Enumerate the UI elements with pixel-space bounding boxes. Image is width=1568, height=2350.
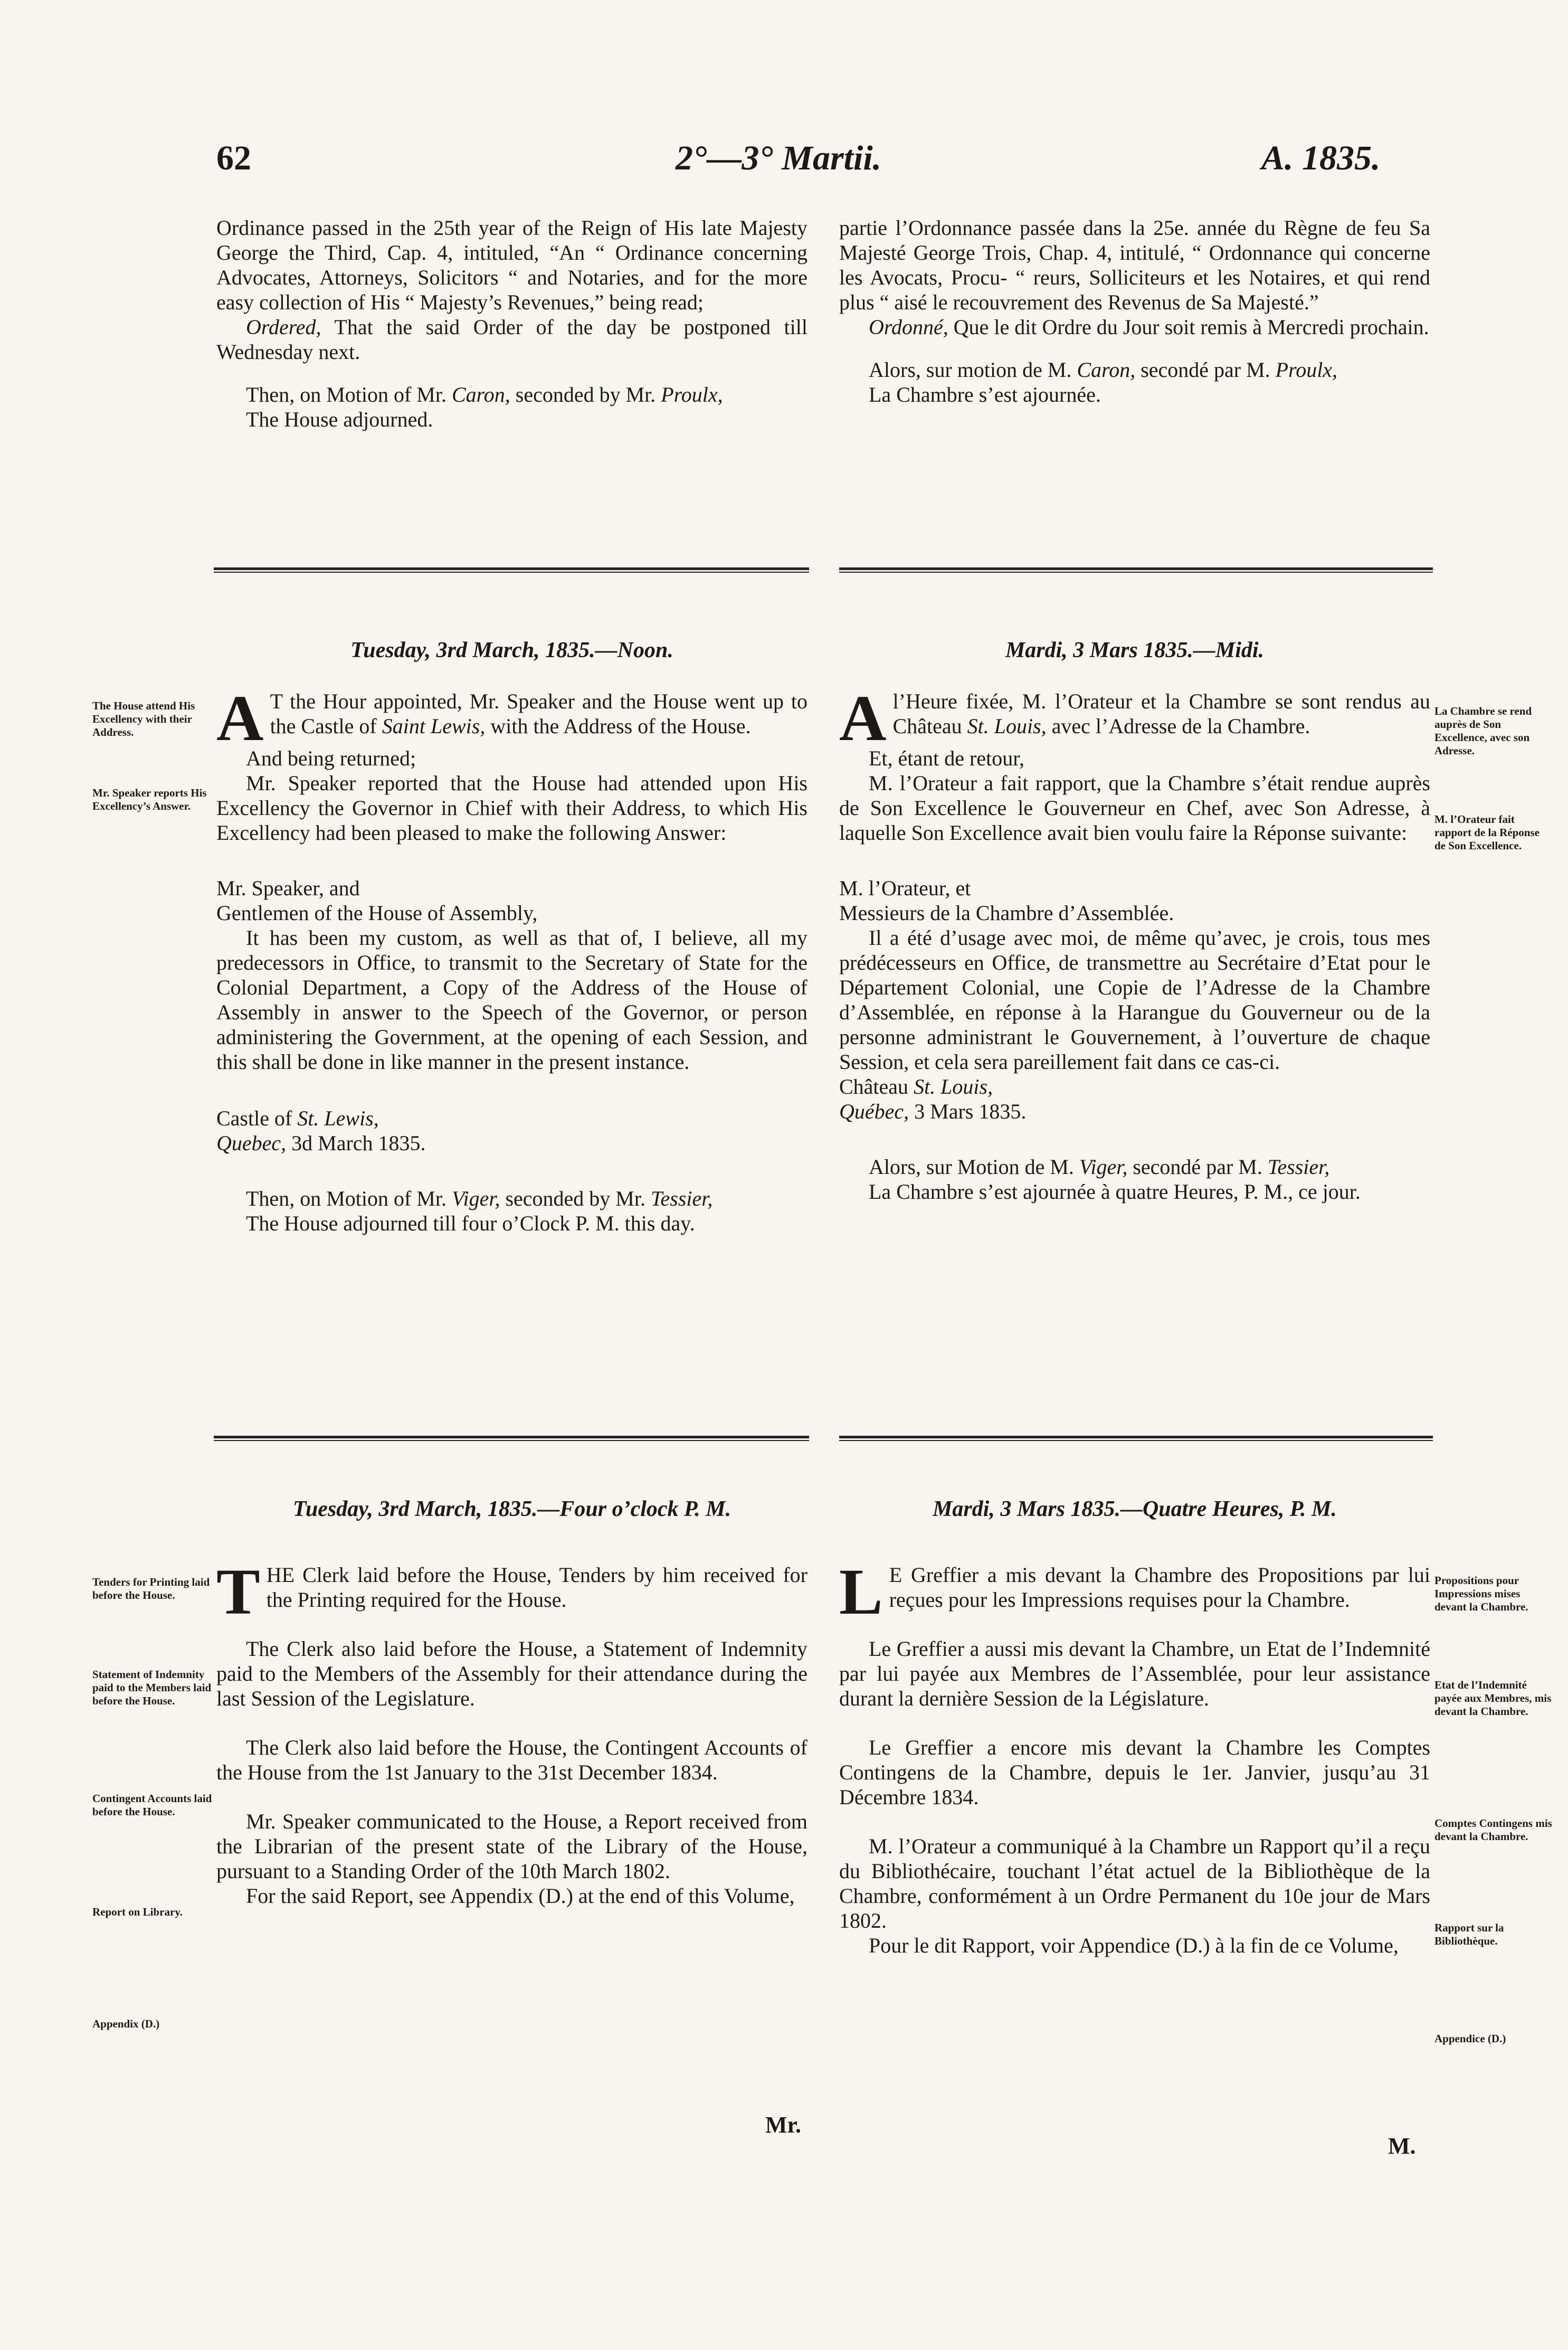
ordinance-text-en: Ordinance passed in the 25th year of the Reign of His late Majesty George the Third, Cap. 4, intituled, “An “ Ordinance concerning Advocates, Attorneys, Solicitors “ and Notaries, and for the more easy collection of His “ Majesty’s Revenues,” being read; — [216, 216, 807, 314]
ordered-label-en: Ordered, — [246, 315, 321, 339]
margin-note-statement-fr: Etat de l’Indemnité payée aux Membres, mis devant la Chambre. — [1434, 1679, 1552, 1718]
governor-answer-fr: Il a été d’usage avec moi, de même qu’avec, je crois, tous mes prédécesseurs en Office, de transmettre au Secrétaire d’Etat pour le Département Colonial, une Copie de l’Adresse de la Chambre d’Assemblée, en réponse à la Harangue du Gouverneur ou de la personne administrant le Gouvernement, à l’ouverture de chaque Session, et cela sera pareillement fait dans ce cas-ci. — [839, 926, 1430, 1074]
drop-cap-en: A — [216, 682, 264, 754]
ordered-label-fr: Ordonné, — [869, 315, 948, 339]
noon-p3-fr: M. l’Orateur a fait rapport, que la Chambre s’était rendue auprès de Son Excellence le Gouverneur en Chef, avec Son Adresse, à laquelle Son Excellence avait bien voulu faire la Réponse suivante: — [839, 771, 1430, 845]
drop-cap-pm-fr: L — [839, 1556, 883, 1628]
pm-tenders-en: HE Clerk laid before the House, Tenders by him received for the Printing required for the House. — [266, 1563, 807, 1612]
noon-p1-en: T the Hour appointed, Mr. Speaker and the House went up to the Castle of — [270, 689, 807, 738]
noon-french-column — [839, 682, 1430, 1204]
noon-p1b-fr: avec l’Adresse de la Chambre. — [1051, 714, 1310, 738]
signature-date-fr: 3 Mars 1835. — [914, 1100, 1027, 1123]
top-english-column — [216, 215, 807, 432]
pm-tenders-fr: E Greffier a mis devant la Chambre des Propositions par lui reçues pour les Impressions requises pour la Chambre. — [889, 1563, 1430, 1612]
noon-motion-mid-fr: secondé par M. — [1133, 1155, 1262, 1179]
section-rule-en-2 — [214, 1436, 809, 1441]
drop-cap-pm-en: T — [216, 1556, 260, 1628]
running-year: A. 1835. — [1261, 139, 1381, 177]
signature-castle-en: Castle of — [216, 1106, 292, 1130]
signature-city-fr: Québec, — [839, 1100, 909, 1123]
margin-note-tenders-en: Tenders for Printing laid before the House. — [92, 1576, 210, 1602]
margin-note-appendix-en: Appendix (D.) — [92, 2017, 160, 2030]
noon-adjourned-en: The House adjourned till four o’Clock P. M. this day. — [246, 1211, 695, 1235]
signature-place-fr: St. Louis, — [914, 1075, 993, 1098]
motion-pre-en: Then, on Motion of Mr. — [246, 383, 446, 406]
page-number: 62 — [216, 139, 251, 177]
noon-p1b-en: with the Address of the House. — [490, 714, 751, 738]
drop-cap-fr: A — [839, 682, 887, 754]
margin-note-contingent-en: Contingent Accounts laid before the House. — [92, 1792, 212, 1818]
pm-english-column — [216, 1556, 807, 1908]
pm-statement-en: The Clerk also laid before the House, a Statement of Indemnity paid to the Members of the Assembly for their attendance during the last Session of the Legislature. — [216, 1637, 807, 1710]
governor-answer-en: It has been my custom, as well as that of, I believe, all my predecessors in Office, to transmit to the Secretary of State for the Colonial Department, a Copy of the Address of the House of Assembly in answer to the Speech of the Governor, or person administering the Government, at the opening of each Session, and this shall be done in like manner in the present instance. — [216, 926, 807, 1074]
signature-place-en: St. Lewis, — [297, 1106, 379, 1130]
ordinance-text-fr: partie l’Ordonnance passée dans la 25e. année du Règne de feu Sa Majesté George Trois, Chap. 4, intitulé, “ Ordonnance qui concerne les Avocats, Procu- “ reurs, Solliciteurs et les Notaires, et qui rend plus “ aisé le recouvrement des Revenus de Sa Majesté.” — [839, 216, 1430, 314]
noon-p3-en: Mr. Speaker reported that the House had attended upon His Excellency the Governor in Chief with their Address, to which His Excellency had been pleased to make the following Answer: — [216, 771, 807, 845]
margin-note-attend-fr: La Chambre se rend auprès de Son Excellence, avec son Adresse. — [1434, 705, 1532, 757]
seconder-name-fr: Proulx, — [1275, 358, 1338, 382]
section-rule-fr-2 — [839, 1436, 1433, 1441]
signature-city-en: Quebec, — [216, 1131, 287, 1155]
noon-p1-fr: l’Heure fixée, M. l’Orateur et la Chambre se sont rendus au Château — [892, 689, 1430, 738]
motion-mid-fr: secondé par M. — [1141, 358, 1270, 382]
noon-motion-pre-fr: Alors, sur Motion de M. — [869, 1155, 1074, 1179]
pm-french-column — [839, 1556, 1430, 1958]
signature-date-en: 3d March 1835. — [291, 1131, 426, 1155]
margin-note-statement-en: Statement of Indemnity paid to the Members laid before the House. — [92, 1668, 212, 1707]
salutation-2-fr: Messieurs de la Chambre d’Assemblée. — [839, 901, 1174, 925]
noon-p2-en: And being returned; — [246, 746, 416, 770]
ordered-text-en: That the said Order of the day be postponed till Wednesday next. — [216, 315, 808, 364]
salutation-2-en: Gentlemen of the House of Assembly, — [216, 901, 538, 925]
margin-note-library-fr: Rapport sur la Bibliothèque. — [1434, 1921, 1504, 1947]
margin-note-library-en: Report on Library. — [92, 1906, 183, 1918]
noon-place-fr: St. Louis, — [967, 714, 1047, 738]
noon-place-en: Saint Lewis, — [382, 714, 486, 738]
ordered-text-fr: Que le dit Ordre du Jour soit remis à Mercredi prochain. — [953, 315, 1429, 339]
pm-date-en: Tuesday, 3rd March, 1835.—Four o’clock P. M. — [292, 1497, 731, 1521]
adjourned-fr: La Chambre s’est ajournée. — [869, 383, 1101, 406]
margin-note-appendix-fr: Appendice (D.) — [1434, 2032, 1506, 2045]
running-date-title: 2°—3° Martii. — [676, 139, 882, 177]
adjourned-en: The House adjourned. — [246, 408, 433, 431]
noon-motion-mid-en: seconded by Mr. — [505, 1187, 645, 1210]
salutation-1-fr: M. l’Orateur, et — [839, 876, 971, 900]
pm-appendix-fr: Pour le dit Rapport, voir Appendice (D.) à la fin de ce Volume, — [869, 1934, 1399, 1957]
section-rule-fr-1 — [839, 567, 1433, 573]
noon-motion-pre-en: Then, on Motion of Mr. — [246, 1187, 446, 1210]
noon-seconder-fr: Tessier, — [1267, 1155, 1330, 1179]
mover-name-en: Caron, — [451, 383, 510, 406]
noon-english-column — [216, 682, 807, 1236]
margin-note-reported-fr: M. l’Orateur fait rapport de la Réponse de Son Excellence. — [1434, 813, 1540, 852]
top-french-column — [839, 215, 1430, 407]
pm-contingent-en: The Clerk also laid before the House, the Contingent Accounts of the House from the 1st January to the 31st December 1834. — [216, 1736, 807, 1784]
noon-seconder-en: Tessier, — [650, 1187, 713, 1210]
catchword-fr: M. — [1388, 2133, 1416, 2159]
noon-date-en: Tuesday, 3rd March, 1835.—Noon. — [350, 638, 673, 662]
mover-name-fr: Caron, — [1077, 358, 1136, 382]
noon-adjourned-fr: La Chambre s’est ajournée à quatre Heures, P. M., ce jour. — [869, 1180, 1361, 1204]
section-rule-en-1 — [214, 567, 809, 573]
noon-p2-fr: Et, étant de retour, — [869, 746, 1024, 770]
margin-note-contingent-fr: Comptes Contingens mis devant la Chambre. — [1434, 1817, 1552, 1843]
signature-castle-fr: Château — [839, 1075, 909, 1098]
catchword-en: Mr. — [765, 2112, 802, 2138]
motion-mid-en: seconded by Mr. — [515, 383, 656, 406]
margin-note-tenders-fr: Propositions pour Impressions mises devant la Chambre. — [1434, 1574, 1528, 1613]
pm-statement-fr: Le Greffier a aussi mis devant la Chambre, un Etat de l’Indemnité par lui payée aux Membres de l’Assemblée, pour leur assistance durant la dernière Session de la Législature. — [839, 1637, 1430, 1710]
noon-mover-en: Viger, — [451, 1187, 500, 1210]
margin-note-attend-en: The House attend His Excellency with their Address. — [92, 699, 195, 738]
margin-note-reported-en: Mr. Speaker reports His Excellency’s Answer. — [92, 787, 207, 812]
seconder-name-en: Proulx, — [661, 383, 723, 406]
noon-mover-fr: Viger, — [1079, 1155, 1128, 1179]
pm-date-fr: Mardi, 3 Mars 1835.—Quatre Heures, P. M. — [933, 1497, 1337, 1521]
pm-library-fr: M. l’Orateur a communiqué à la Chambre un Rapport qu’il a reçu du Bibliothécaire, touchant l’état actuel de la Bibliothèque de la Chambre, conformément à un Ordre Permanent du 10e jour de Mars 1802. — [839, 1834, 1430, 1932]
pm-appendix-en: For the said Report, see Appendix (D.) at the end of this Volume, — [246, 1884, 795, 1908]
motion-pre-fr: Alors, sur motion de M. — [869, 358, 1072, 382]
pm-contingent-fr: Le Greffier a encore mis devant la Chambre les Comptes Contingens de la Chambre, depuis le 1er. Janvier, jusqu’au 31 Décembre 1834. — [839, 1736, 1430, 1809]
salutation-1-en: Mr. Speaker, and — [216, 876, 360, 900]
noon-date-fr: Mardi, 3 Mars 1835.—Midi. — [1005, 638, 1265, 662]
pm-library-en: Mr. Speaker communicated to the House, a Report received from the Librarian of the present state of the Library of the House, pursuant to a Standing Order of the 10th March 1802. — [216, 1809, 807, 1883]
